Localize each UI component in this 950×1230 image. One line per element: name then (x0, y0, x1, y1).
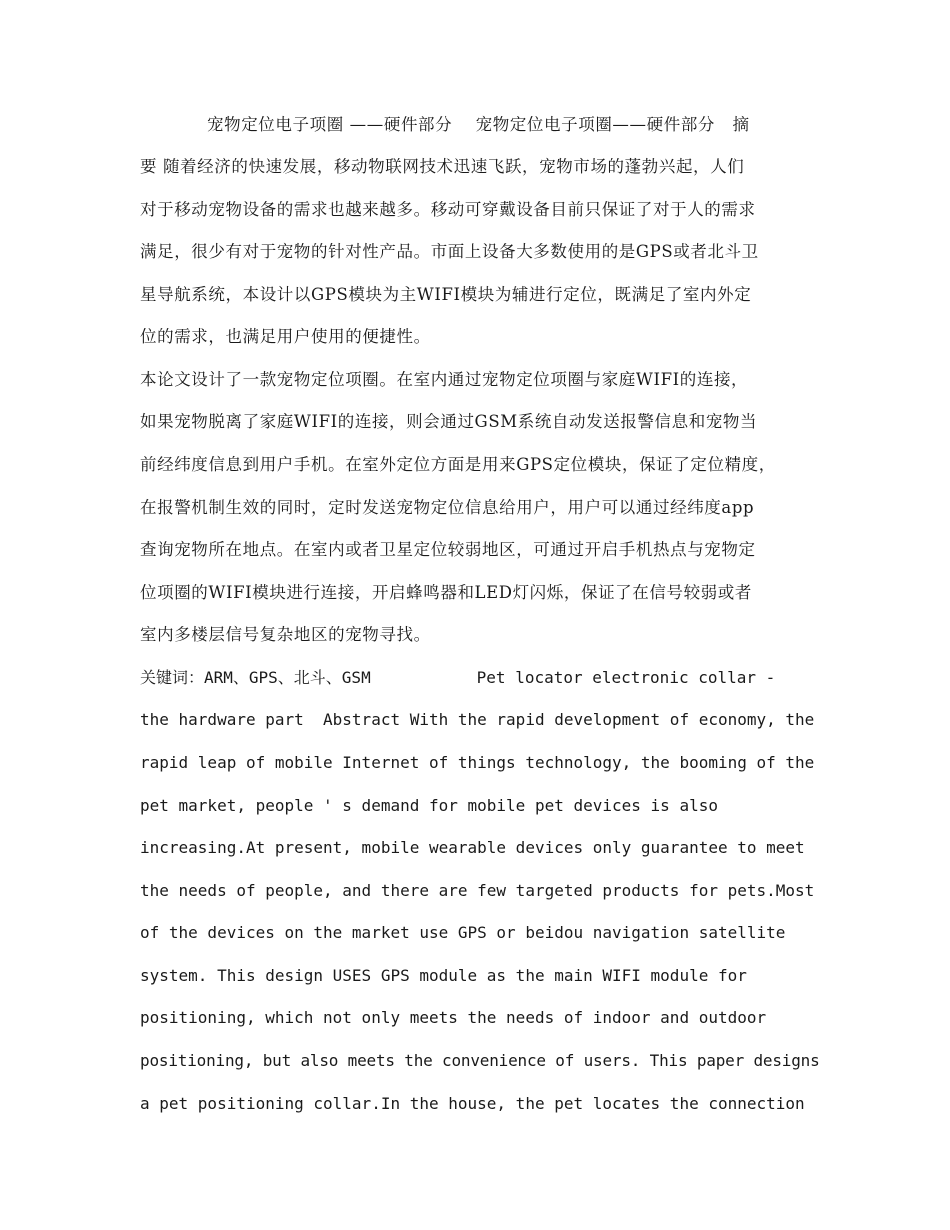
text-line: 本论文设计了一款宠物定位项圈。在室内通过宠物定位项圈与家庭WIFI的连接， (140, 370, 749, 389)
text-line: 位项圈的WIFI模块进行连接，开启蜂鸣器和LED灯闪烁，保证了在信号较弱或者 (140, 583, 752, 602)
text-line: 位的需求，也满足用户使用的便捷性。 (140, 327, 431, 346)
text-line: positioning, which not only meets the needs of indoor and outdoor (140, 1008, 767, 1027)
text-line: 要 随着经济的快速发展，移动物联网技术迅速飞跃，宠物市场的蓬勃兴起，人们 (140, 157, 745, 176)
text-line: the hardware part Abstract With the rapid development of economy, the (140, 710, 815, 729)
title-line: 宠物定位电子项圈 ——硬件部分 宠物定位电子项圈——硬件部分 摘 (207, 115, 750, 134)
keywords-line: 关键词：ARM、GPS、北斗、GSM Pet locator electronic collar - (140, 668, 776, 687)
text-line: 在报警机制生效的同时，定时发送宠物定位信息给用户，用户可以通过经纬度app (140, 498, 755, 517)
text-line: 前经纬度信息到用户手机。在室外定位方面是用来GPS定位模块，保证了定位精度， (140, 455, 776, 474)
text-line: the needs of people, and there are few targeted products for pets.Most (140, 881, 815, 900)
text-line: a pet positioning collar.In the house, the pet locates the connection (140, 1094, 805, 1113)
text-line: 满足，很少有对于宠物的针对性产品。市面上设备大多数使用的是GPS或者北斗卫 (140, 242, 759, 261)
text-line: 室内多楼层信号复杂地区的宠物寻找。 (140, 625, 431, 644)
text-line: 查询宠物所在地点。在室内或者卫星定位较弱地区，可通过开启手机热点与宠物定 (140, 540, 756, 559)
text-line: of the devices on the market use GPS or beidou navigation satellite (140, 923, 786, 942)
text-line: rapid leap of mobile Internet of things technology, the booming of the (140, 753, 815, 772)
text-line: 对于移动宠物设备的需求也越来越多。移动可穿戴设备目前只保证了对于人的需求 (140, 200, 756, 219)
text-line: positioning, but also meets the convenience of users. This paper designs (140, 1051, 820, 1070)
text-line: increasing.At present, mobile wearable devices only guarantee to meet (140, 838, 805, 857)
text-line: pet market, people ' s demand for mobile pet devices is also (140, 796, 718, 815)
text-line: 如果宠物脱离了家庭WIFI的连接，则会通过GSM系统自动发送报警信息和宠物当 (140, 412, 758, 431)
text-line: system. This design USES GPS module as the main WIFI module for (140, 966, 747, 985)
text-line: 星导航系统，本设计以GPS模块为主WIFI模块为辅进行定位，既满足了室内外定 (140, 285, 752, 304)
